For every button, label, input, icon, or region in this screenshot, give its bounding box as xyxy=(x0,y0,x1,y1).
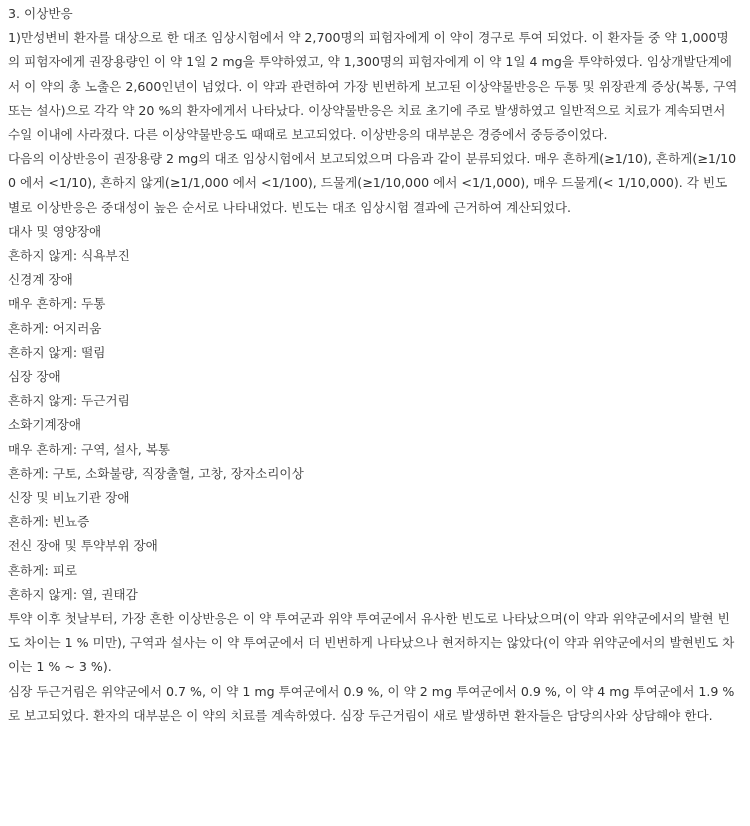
list-item: 흔하지 않게: 식욕부진 xyxy=(8,248,130,264)
list-item: 매우 흔하게: 두통 xyxy=(8,296,106,312)
document-body xyxy=(8,0,738,728)
category-renal-urinary: 신장 및 비뇨기관 장애 xyxy=(8,490,130,506)
list-item: 흔하지 않게: 열, 권태감 xyxy=(8,586,138,602)
category-cardiac: 심장 장애 xyxy=(8,369,61,385)
list-item: 흔하게: 어지러움 xyxy=(8,320,102,336)
paragraph-first-day-reactions: 투약 이후 첫날부터, 가장 흔한 이상반응은 이 약 투여군과 위약 투여군에서 유사한 빈도로 나타났으며(이 약과 위약군에서의 발현 빈도 차이는 1 % 미만), 구역과 설사는 이 약 투여군에서 더 빈번하게 나타났으나 현저하지는 않았다(이 약과 위약군에서의 발현빈도 차이는 1 % ~ 3 %). xyxy=(8,611,735,675)
list-item: 흔하게: 빈뇨증 xyxy=(8,514,90,530)
paragraph-palpitations: 심장 두근거림은 위약군에서 0.7 %, 이 약 1 mg 투여군에서 0.9 %, 이 약 2 mg 투여군에서 0.9 %, 이 약 4 mg 투여군에서 1.9 %로 보고되었다. 환자의 대부분은 이 약의 치료를 계속하였다. 심장 두근거림이 새로 발생하면 환자들은 담당의사와 상담해야 한다. xyxy=(8,683,735,723)
category-general-disorders: 전신 장애 및 투약부위 장애 xyxy=(8,538,158,554)
category-metabolism: 대사 및 영양장애 xyxy=(8,223,102,239)
category-gastrointestinal: 소화기계장애 xyxy=(8,417,81,433)
list-item: 흔하지 않게: 두근거림 xyxy=(8,393,130,409)
category-nervous-system: 신경계 장애 xyxy=(8,272,73,288)
list-item: 흔하게: 구토, 소화불량, 직장출혈, 고창, 장자소리이상 xyxy=(8,465,304,481)
paragraph-frequency-classification: 다음의 이상반응이 권장용량 2 mg의 대조 임상시험에서 보고되었으며 다음과 같이 분류되었다. 매우 흔하게(≥1/10), 흔하게(≥1/100 에서 <1/10), 흔하지 않게(≥1/1,000 에서 <1/100), 드물게(≥1/10,000 에서 <1/1,000), 매우 드물게(< 1/10,000). 각 빈도별로 이상반응은 중대성이 높은 순서로 나타내었다. 빈도는 대조 임상시험 결과에 근거하여 계산되었다. xyxy=(8,151,737,215)
list-item: 흔하지 않게: 떨림 xyxy=(8,344,106,360)
list-item: 매우 흔하게: 구역, 설사, 복통 xyxy=(8,441,171,457)
paragraph-overview: 1)만성변비 환자를 대상으로 한 대조 임상시험에서 약 2,700명의 피험자에게 이 약이 경구로 투여 되었다. 이 환자들 중 약 1,000명의 피험자에게 권장용량인 이 약 1일 2 mg을 투약하였고, 약 1,300명의 피험자에게 이 약 1일 4 mg을 투약하였다. 임상개발단계에서 이 약의 총 노출은 2,600인년이 넘었다. 이 약과 관련하여 가장 빈번하게 보고된 이상약물반응은 두통 및 위장관계 증상(복통, 구역 또는 설사)으로 각각 약 20 %의 환자에게서 나타났다. 이상약물반응은 치료 초기에 주로 발생하였고 일반적으로 치료가 계속되면서 수일 이내에 사라졌다. 다른 이상약물반응도 때때로 보고되었다. 이상반응의 대부분은 경증에서 중등증이었다. xyxy=(8,30,738,143)
list-item: 흔하게: 피로 xyxy=(8,562,78,578)
section-heading: 3. 이상반응 xyxy=(8,6,73,21)
